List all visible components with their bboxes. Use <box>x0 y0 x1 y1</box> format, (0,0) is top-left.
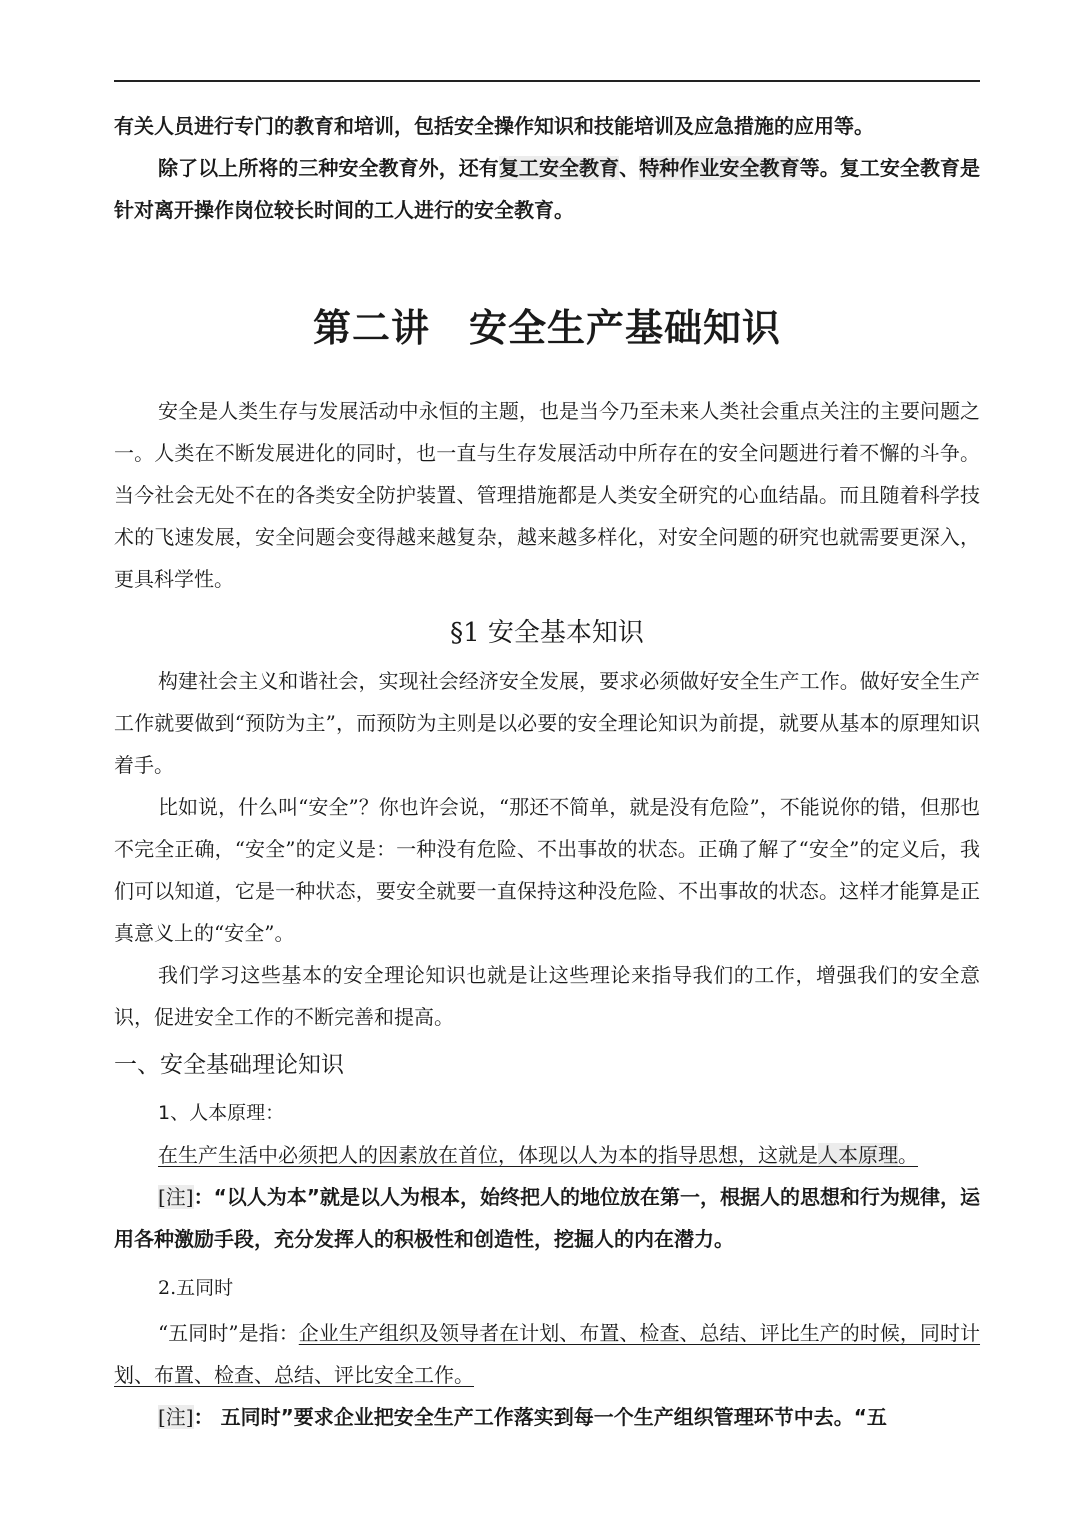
definition-people-oriented: 在生产生活中必须把人的因素放在首位，体现以人为本的指导思想，这就是人本原理。 <box>158 1143 918 1167</box>
highlight-people-oriented-principle: 人本原理 <box>818 1143 898 1167</box>
heading-people-oriented: 1、人本原理： <box>158 1102 285 1124</box>
header-rule <box>114 80 980 82</box>
highlight-special-operation-education: 特种作业安全教育 <box>639 156 800 180</box>
note-tag: [注] <box>158 1185 194 1209</box>
definition-five-simultaneous: “五同时”是指：企业生产组织及领导者在计划、布置、检查、总结、评比生产的时候，同时计划、布置、检查、总结、评比安全工作。 <box>114 1321 981 1387</box>
note-people-oriented: [注]：“以人为本”就是以人为根本，始终把人的地位放在第一，根据人的思想和行为规律，运用各种激励手段，充分发挥人的积极性和创造性，挖掘人的内在潜力。 <box>114 1185 981 1251</box>
section-title: §1 安全基本知识 <box>450 618 644 648</box>
paragraph-other-education: 除了以上所将的三种安全教育外，还有复工安全教育、特种作业安全教育等。复工安全教育是针对离开操作岗位较长时间的工人进行的安全教育。 <box>114 156 981 222</box>
heading-five-simultaneous: 2.五同时 <box>158 1277 234 1299</box>
note-tag: [注] <box>158 1405 194 1429</box>
lecture-title: 第二讲 安全生产基础知识 <box>312 305 781 350</box>
highlight-resume-work-education: 复工安全教育 <box>498 156 620 180</box>
paragraph-what-is-safety: 比如说，什么叫“安全”？你也许会说，“那还不简单，就是没有危险”，不能说你的错，但那也不完全正确，“安全”的定义是：一种没有危险、不出事故的状态。正确了解了“安全”的定义后，我们可以知道，它是一种状态，要安全就要一直保持这种没危险、不出事故的状态。这样才能算是正真意义上的“安全”。 <box>114 795 980 945</box>
paragraph-learning-purpose: 我们学习这些基本的安全理论知识也就是让这些理论来指导我们的工作，增强我们的安全意识，促进安全工作的不断完善和提高。 <box>114 963 980 1029</box>
heading-basic-theory: 一、安全基础理论知识 <box>114 1052 344 1078</box>
paragraph-intro: 安全是人类生存与发展活动中永恒的主题，也是当今乃至未来人类社会重点关注的主要问题之一。人类在不断发展进化的同时，也一直与生存发展活动中所存在的安全问题进行着不懈的斗争。当今社会无处不在的各类安全防护装置、管理措施都是人类安全研究的心血结晶。而且随着科学技术的飞速发展，安全问题会变得越来越复杂，越来越多样化，对安全问题的研究也就需要更深入，更具科学性。 <box>114 399 980 591</box>
paragraph-harmonious-society: 构建社会主义和谐社会，实现社会经济安全发展，要求必须做好安全生产工作。做好安全生产工作就要做到“预防为主”，而预防为主则是以必要的安全理论知识为前提，就要从基本的原理知识着手。 <box>114 669 980 777</box>
paragraph-training: 有关人员进行专门的教育和培训，包括安全操作知识和技能培训及应急措施的应用等。 <box>114 114 874 138</box>
document-page <box>114 105 980 1438</box>
note-five-simultaneous: [注]： 五同时”要求企业把安全生产工作落实到每一个生产组织管理环节中去。“五 <box>158 1405 887 1429</box>
